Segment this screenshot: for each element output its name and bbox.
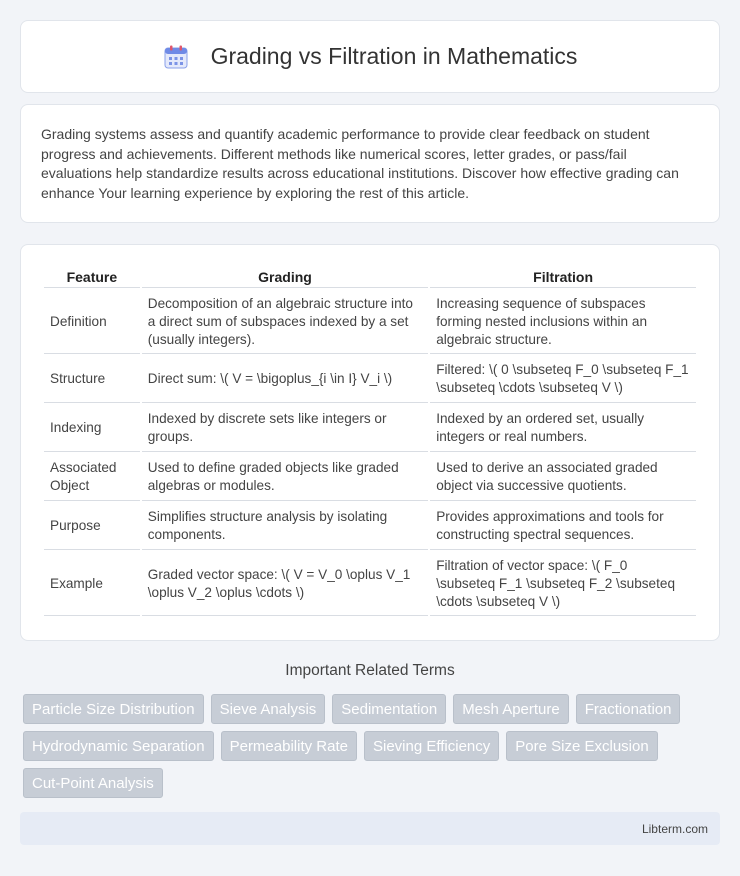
- related-term-tag[interactable]: Sieving Efficiency: [364, 731, 499, 761]
- intro-text: Grading systems assess and quantify academic performance to provide clear feedback on student progress and achievements. Different methods like numerical scores, letter grades, or pass/fail evaluations help standardize results across educational institutions. Discover how effective grading can enhance Your learning experience by exploring the rest of this article.: [41, 126, 679, 201]
- table-row: [44, 503, 696, 550]
- filtration-cell: Filtered: \( 0 \subseteq F_0 \subseteq F_1 \subseteq \cdots \subseteq V \): [430, 356, 696, 403]
- related-term-tag[interactable]: Sedimentation: [332, 694, 446, 724]
- related-term-tag[interactable]: Sieve Analysis: [211, 694, 326, 724]
- related-term-tag[interactable]: Hydrodynamic Separation: [23, 731, 214, 761]
- intro-card: [20, 104, 720, 223]
- related-term-tag[interactable]: Cut-Point Analysis: [23, 768, 163, 798]
- grading-cell: Direct sum: \( V = \bigoplus_{i \in I} V_i \): [142, 356, 428, 403]
- filtration-cell: Increasing sequence of subspaces forming nested inclusions within an algebraic structure.: [430, 290, 696, 354]
- feature-cell: Structure: [44, 356, 140, 403]
- feature-cell: Example: [44, 552, 140, 616]
- comparison-table-card: [20, 244, 720, 641]
- related-term-tag[interactable]: Particle Size Distribution: [23, 694, 204, 724]
- footer: [20, 812, 720, 845]
- related-terms-title: Important Related Terms: [285, 662, 455, 679]
- related-terms-list: [23, 694, 723, 798]
- footer-site-link[interactable]: Libterm.com: [641, 821, 708, 836]
- comparison-table: [42, 265, 698, 618]
- feature-cell: Purpose: [44, 503, 140, 550]
- table-row: [44, 454, 696, 501]
- related-term-tag[interactable]: Mesh Aperture: [453, 694, 569, 724]
- filtration-cell: Provides approximations and tools for constructing spectral sequences.: [430, 503, 696, 550]
- filtration-cell: Filtration of vector space: \( F_0 \subseteq F_1 \subseteq F_2 \subseteq \cdots \subseteq V \): [430, 552, 696, 616]
- grading-cell: Indexed by discrete sets like integers or groups.: [142, 405, 428, 452]
- filtration-cell: Indexed by an ordered set, usually integers or real numbers.: [430, 405, 696, 452]
- related-term-tag[interactable]: Fractionation: [576, 694, 681, 724]
- filtration-cell: Used to derive an associated graded object via successive quotients.: [430, 454, 696, 501]
- column-header: Filtration: [430, 267, 696, 288]
- column-header: Feature: [44, 267, 140, 288]
- grading-cell: Decomposition of an algebraic structure into a direct sum of subspaces indexed by a set (usually integers).: [142, 290, 428, 354]
- table-row: [44, 356, 696, 403]
- related-term-tag[interactable]: Pore Size Exclusion: [506, 731, 657, 761]
- calendar-icon: [163, 44, 189, 70]
- header-card: [20, 20, 720, 93]
- page-title: Grading vs Filtration in Mathematics: [210, 43, 578, 69]
- table-row: [44, 552, 696, 616]
- feature-cell: Indexing: [44, 405, 140, 452]
- feature-cell: Associated Object: [44, 454, 140, 501]
- grading-cell: Used to define graded objects like graded algebras or modules.: [142, 454, 428, 501]
- table-row: [44, 290, 696, 354]
- feature-cell: Definition: [44, 290, 140, 354]
- table-row: [44, 405, 696, 452]
- related-term-tag[interactable]: Permeability Rate: [221, 731, 357, 761]
- column-header: Grading: [142, 267, 428, 288]
- table-header-row: [44, 267, 696, 288]
- grading-cell: Simplifies structure analysis by isolating components.: [142, 503, 428, 550]
- grading-cell: Graded vector space: \( V = V_0 \oplus V_1 \oplus V_2 \oplus \cdots \): [142, 552, 428, 616]
